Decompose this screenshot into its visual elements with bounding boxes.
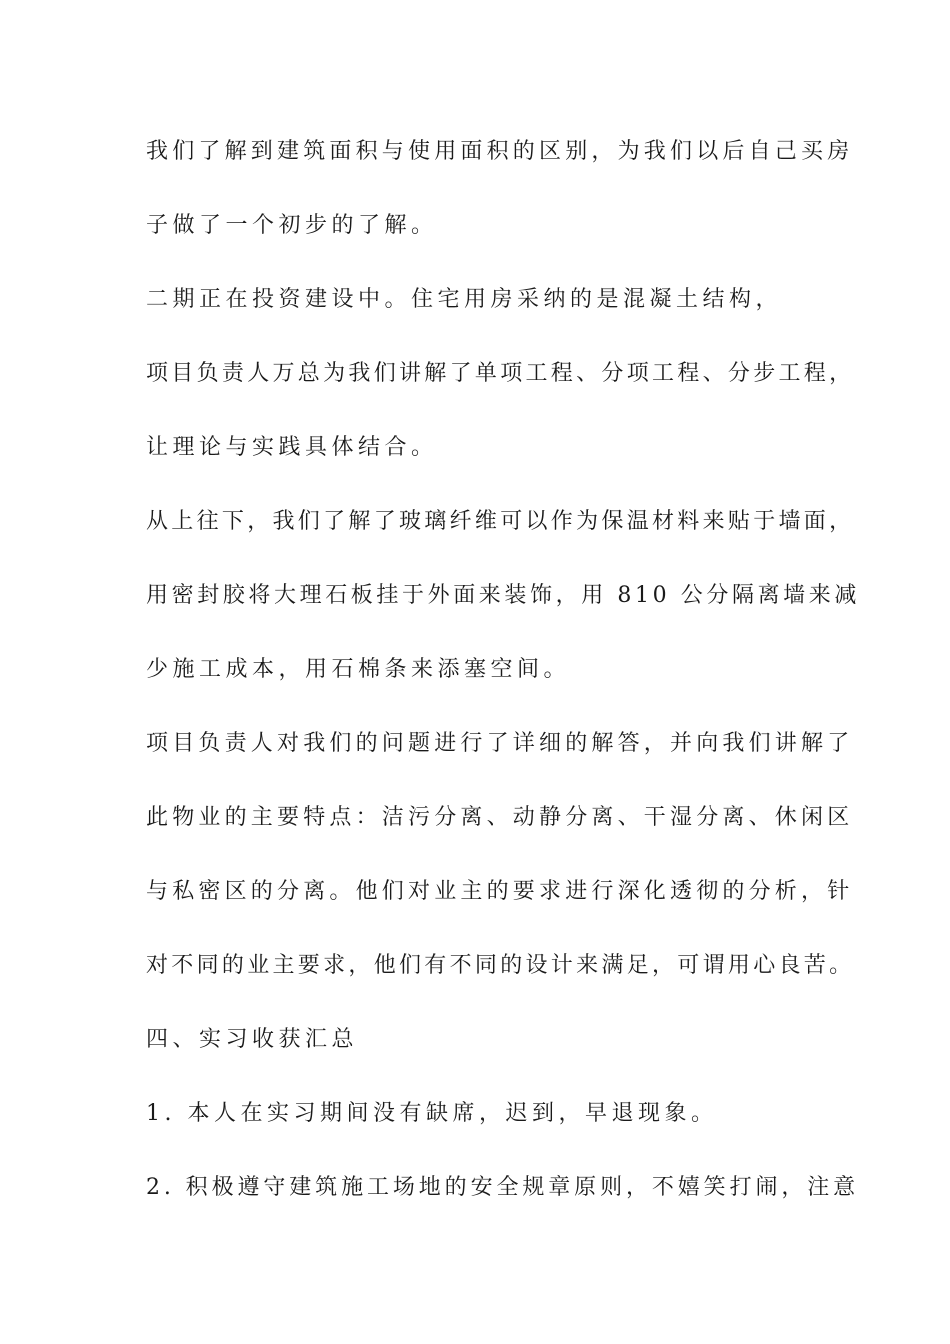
text-line-11: 与私密区的分离。他们对业主的要求进行深化透彻的分析，针 xyxy=(146,879,854,904)
text-line-8: 少施工成本，用石棉条来添塞空间。 xyxy=(146,657,571,682)
text-line-7: 用密封胶将大理石板挂于外面来装饰，用 810 公分隔离墙来减 xyxy=(146,583,860,608)
text-line-10: 此物业的主要特点：洁污分离、动静分离、干湿分离、休闲区 xyxy=(146,805,854,830)
text-line-5: 让理论与实践具体结合。 xyxy=(146,435,438,460)
text-line-4: 项目负责人万总为我们讲解了单项工程、分项工程、分步工程， xyxy=(146,361,855,386)
list-item-2: 2. 积极遵守建筑施工场地的安全规章原则，不嬉笑打闹，注意 xyxy=(146,1175,860,1200)
text-line-1: 我们了解到建筑面积与使用面积的区别，为我们以后自己买房 xyxy=(146,139,854,164)
text-line-3: 二期正在投资建设中。住宅用房采纳的是混凝土结构， xyxy=(146,287,783,312)
text-line-6: 从上往下，我们了解了玻璃纤维可以作为保温材料来贴于墙面， xyxy=(146,509,855,534)
list-item-1: 1. 本人在实习期间没有缺席，迟到，早退现象。 xyxy=(146,1101,718,1126)
text-line-2: 子做了一个初步的了解。 xyxy=(146,213,438,238)
section-heading: 四、实习收获汇总 xyxy=(146,1027,359,1052)
text-line-9: 项目负责人对我们的问题进行了详细的解答，并向我们讲解了 xyxy=(146,731,854,756)
text-line-12: 对不同的业主要求，他们有不同的设计来满足，可谓用心良苦。 xyxy=(146,953,855,978)
